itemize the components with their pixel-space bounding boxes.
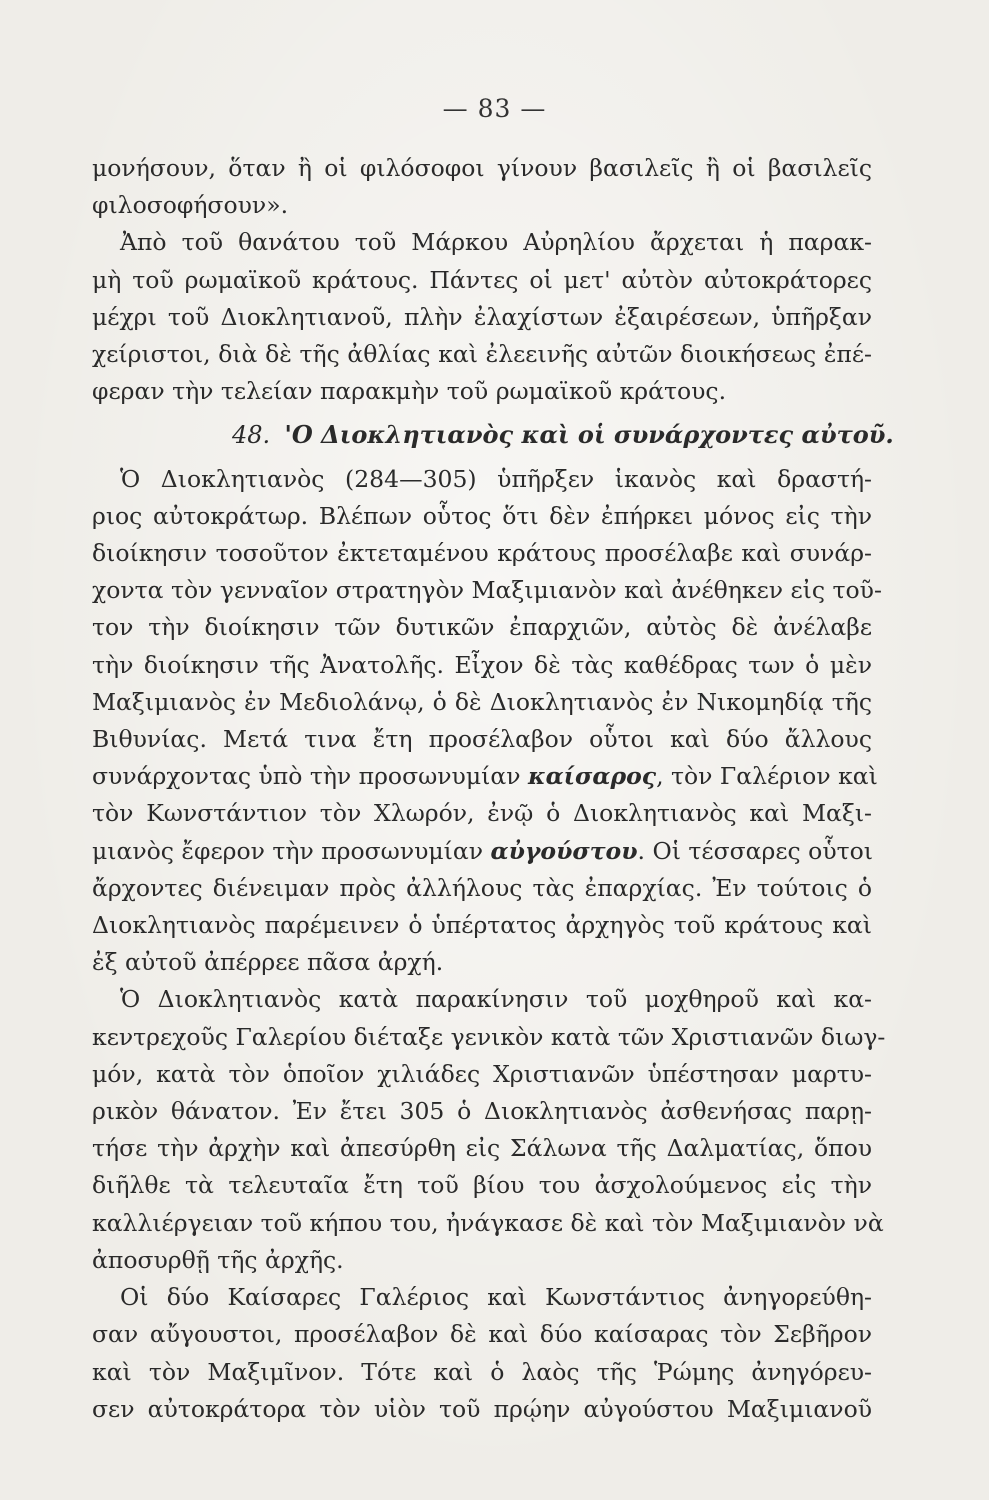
text-line: Βιθυνίας. Μετά τινα ἔτη προσέλαβον οὗτοι καὶ δύο ἄλλους bbox=[92, 725, 872, 754]
emphasized-term: αὐγούστου bbox=[490, 836, 638, 865]
text-line bbox=[92, 758, 878, 795]
text-line: χοντα τὸν γενναῖον στρατηγὸν Μαξιμιανὸν καὶ ἀνέθηκεν εἰς τοῦ- bbox=[92, 576, 882, 605]
section-title: 'Ο Διοκλητιανὸς καὶ οἱ συνάρχοντες αὐτοῦ. bbox=[284, 420, 894, 450]
text-segment: . Οἱ τέσσαρες οὗτοι bbox=[637, 836, 873, 865]
text-line: κεντρεχοῦς Γαλερίου διέταξε γενικὸν κατὰ τῶν Χριστιανῶν διωγ- bbox=[92, 1022, 886, 1051]
section-number: 48. bbox=[232, 421, 271, 450]
text-line: ἐξ αὐτοῦ ἀπέρρεε πᾶσα ἀρχή. bbox=[92, 948, 444, 977]
body-text bbox=[92, 150, 894, 1428]
text-line: μόν, κατὰ τὸν ὁποῖον χιλιάδες Χριστιανῶν ὑπέστησαν μαρτυ- bbox=[92, 1059, 872, 1088]
section-heading bbox=[92, 416, 894, 454]
text-line: Οἱ δύο Καίσαρες Γαλέριος καὶ Κωνστάντιος ἀνηγορεύθη- bbox=[120, 1283, 872, 1312]
text-line: μὴ τοῦ ρωμαϊκοῦ κράτους. Πάντες οἱ μετ' αὐτὸν αὐτοκράτορες bbox=[92, 265, 872, 294]
text-segment: συνάρχοντας ὑπὸ τὴν προσωνυμίαν bbox=[92, 762, 528, 791]
emphasized-term: καίσαρος bbox=[527, 762, 657, 791]
text-line bbox=[92, 833, 872, 870]
text-line: σαν αὔγουστοι, προσέλαβον δὲ καὶ δύο καίσαρας τὸν Σεβῆρον bbox=[92, 1320, 872, 1349]
text-line: ρικὸν θάνατον. Ἐν ἔτει 305 ὁ Διοκλητιανὸς ἀσθενήσας παρῃ- bbox=[92, 1097, 872, 1126]
text-line: διοίκησιν τοσοῦτον ἐκτεταμένου κράτους προσέλαβε καὶ συνάρ- bbox=[92, 539, 872, 568]
text-line: ριος αὐτοκράτωρ. Βλέπων οὗτος ὅτι δὲν ἐπήρκει μόνος εἰς τὴν bbox=[92, 501, 872, 530]
text-line: Διοκλητιανὸς παρέμεινεν ὁ ὑπέρτατος ἀρχηγὸς τοῦ κράτους καὶ bbox=[92, 911, 872, 940]
text-line: Ὁ Διοκλητιανὸς (284—305) ὑπῆρξεν ἱκανὸς καὶ δραστή- bbox=[120, 464, 872, 493]
text-line: χείριστοι, διὰ δὲ τῆς ἀθλίας καὶ ἐλεεινῆς αὐτῶν διοικήσεως ἐπέ- bbox=[92, 340, 872, 369]
text-line: Ὁ Διοκλητιανὸς κατὰ παρακίνησιν τοῦ μοχθηροῦ καὶ κα- bbox=[120, 985, 872, 1014]
page-number: — 83 — bbox=[442, 94, 547, 123]
text-line: φεραν τὴν τελείαν παρακμὴν τοῦ ρωμαϊκοῦ κράτους. bbox=[92, 377, 727, 406]
text-line: Ἀπὸ τοῦ θανάτου τοῦ Μάρκου Αὐρηλίου ἄρχεται ἡ παρακ- bbox=[120, 228, 872, 257]
text-line: Μαξιμιανὸς ἐν Μεδιολάνῳ, ὁ δὲ Διοκλητιανὸς ἐν Νικομηδίᾳ τῆς bbox=[92, 687, 872, 716]
text-line: καλλιέργειαν τοῦ κήπου του, ἠνάγκασε δὲ καὶ τὸν Μαξιμιανὸν νὰ bbox=[92, 1208, 884, 1237]
text-line: σεν αὐτοκράτορα τὸν υἱὸν τοῦ πρῴην αὐγούστου Μαξιμιανοῦ bbox=[92, 1394, 872, 1423]
text-line: καὶ τὸν Μαξιμῖνον. Τότε καὶ ὁ λαὸς τῆς Ῥώμης ἀνηγόρευ- bbox=[92, 1357, 872, 1386]
text-line: φιλοσοφήσουν». bbox=[92, 191, 289, 220]
text-line: μέχρι τοῦ Διοκλητιανοῦ, πλὴν ἐλαχίστων ἐξαιρέσεων, ὑπῆρξαν bbox=[92, 302, 872, 331]
text-line: μονήσουν, ὅταν ἢ οἱ φιλόσοφοι γίνουν βασιλεῖς ἢ οἱ βασιλεῖς bbox=[92, 154, 872, 182]
text-line: τὴν διοίκησιν τῆς Ἀνατολῆς. Εἶχον δὲ τὰς καθέδρας των ὁ μὲν bbox=[92, 650, 872, 679]
text-line: τήσε τὴν ἀρχὴν καὶ ἀπεσύρθη εἰς Σάλωνα τῆς Δαλματίας, ὅπου bbox=[92, 1134, 872, 1163]
text-line: ἄρχοντες διένειμαν πρὸς ἀλλήλους τὰς ἐπαρχίας. Ἐν τούτοις ὁ bbox=[92, 873, 872, 902]
text-line: ἀποσυρθῇ τῆς ἀρχῆς. bbox=[92, 1245, 344, 1274]
text-segment: , τὸν Γαλέριον καὶ bbox=[656, 762, 878, 791]
text-line: τὸν Κωνστάντιον τὸν Χλωρόν, ἐνῷ ὁ Διοκλητιανὸς καὶ Μαξι- bbox=[92, 799, 872, 828]
text-line: τον τὴν διοίκησιν τῶν δυτικῶν ἐπαρχιῶν, αὐτὸς δὲ ἀνέλαβε bbox=[92, 613, 872, 642]
text-line: διῆλθε τὰ τελευταῖα ἔτη τοῦ βίου του ἀσχολούμενος εἰς τὴν bbox=[92, 1171, 872, 1200]
text-segment: μιανὸς ἔφερον τὴν προσωνυμίαν bbox=[92, 836, 491, 865]
